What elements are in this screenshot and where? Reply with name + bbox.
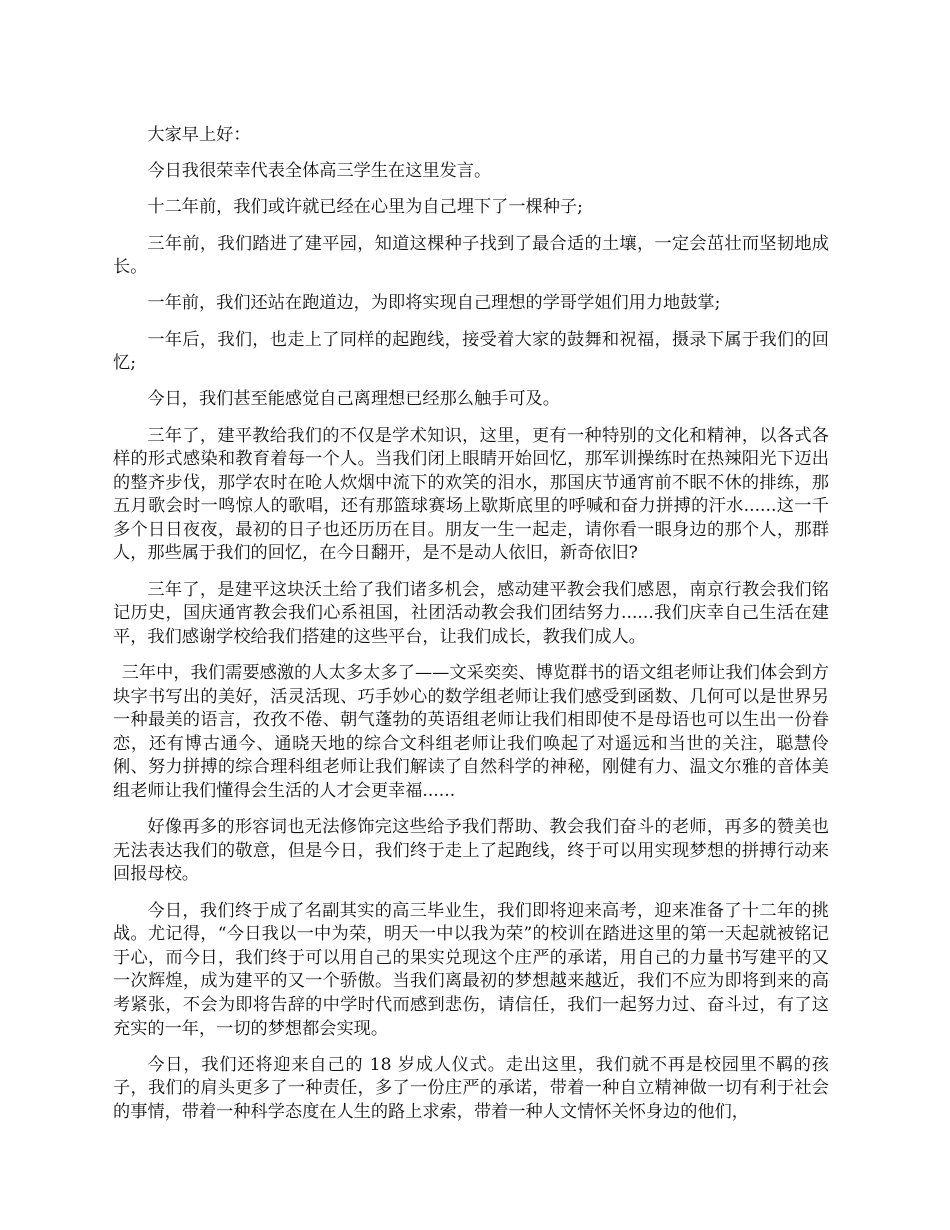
paragraph-teachers-gratitude: 三年中，我们需要感激的人太多太多了——文采奕奕、博览群书的语文组老师让我们体会到方块字书写出的美好，活灵活现、巧手妙心的数学组老师让我们感受到函数、几何可以是世界另一种最美的语言，孜孜不倦、朝气蓬勃的英语组老师让我们相即使不是母语也可以生出一份眷恋，还有博古通今、通晓天地的综合文科组老师让我们唤起了对遥远和当世的关注，聪慧伶俐、努力拼搏的综合理科组老师让我们解读了自然科学的神秘，刚健有力、温文尔雅的音体美组老师让我们懂得会生活的人才会更幸福...... [113, 663, 829, 801]
paragraph-repay-school: 好像再多的形容词也无法修饰完这些给予我们帮助、教会我们奋斗的老师，再多的赞美也无法表达我们的敬意，但是今日，我们终于走上了起跑线，终于可以用实现梦想的拼搏行动来回报母校。 [113, 817, 829, 885]
paragraph-school-culture: 三年了，建平教给我们的不仅是学术知识，这里，更有一种特别的文化和精神，以各式各样的形式感染和教育着每一个人。当我们闭上眼睛开始回忆，那军训操练时在热辣阳光下迈出的整齐步伐，那学农时在呛人炊烟中流下的欢笑的泪水，那国庆节通宵前不眠不休的排练，那五月歌会时一鸣惊人的歌唱，还有那篮球赛场上歇斯底里的呼喊和奋力拼搏的汗水......这一千多个日日夜夜，最初的日子也还历历在目。朋友一生一起走，请你看一眼身边的那个人，那群人，那些属于我们的回忆，在今日翻开，是不是动人依旧，新奇依旧? [113, 425, 829, 564]
paragraph-three-years-ago: 三年前，我们踏进了建平园，知道这棵种子找到了最合适的土壤，一定会茁壮而坚韧地成长。 [113, 233, 829, 278]
greeting-paragraph: 大家早上好： [147, 125, 251, 145]
speech-body [113, 124, 829, 1137]
paragraph-graduates: 今日，我们终于成了名副其实的高三毕业生，我们即将迎来高考，迎来准备了十二年的挑战。尤记得，“今日我以一中为荣，明天一中以我为荣”的校训在踏进这里的第一天起就被铭记于心，而今日，我们终于可以用自己的果实兑现这个庄严的承诺，用自己的力量书写建平的又一次辉煌，成为建平的又一个骄傲。当我们离最初的梦想越来越近，我们不应为即将到来的高考紧张，不会为即将告辞的中学时代而感到悲伤，请信任，我们一起努力过、奋斗过，有了这充实的一年，一切的梦想都会实现。 [113, 900, 829, 1039]
paragraph-today-dreams: 今日，我们甚至能感觉自己离理想已经那么触手可及。 [147, 389, 560, 410]
paragraph-coming-of-age: 今日，我们还将迎来自己的 18 岁成人仪式。走出这里，我们就不再是校园里不羁的孩子，我们的肩头更多了一种责任，多了一份庄严的承诺，带着一种自立精神做一切有利于社会的事情，带着一种科学态度在人生的路上求索，带着一种人文情怀关怀身边的他们， [113, 1054, 829, 1122]
intro-paragraph: 今日我很荣幸代表全体高三学生在这里发言。 [147, 161, 492, 182]
paragraph-opportunities: 三年了，是建平这块沃土给了我们诸多机会，感动建平教会我们感恩，南京行教会我们铭记历史，国庆通宵教会我们心系祖国，社团活动教会我们团结努力......我们庆幸自己生活在建平，我们感谢学校给我们搭建的这些平台，让我们成长，教我们成人。 [113, 579, 829, 647]
paragraph-one-year-ago: 一年前，我们还站在跑道边，为即将实现自己理想的学哥学姐们用力地鼓掌; [147, 293, 721, 314]
paragraph-one-year-later: 一年后，我们，也走上了同样的起跑线，接受着大家的鼓舞和祝福，摄录下属于我们的回忆; [113, 329, 829, 374]
paragraph-twelve-years-ago: 十二年前，我们或许就已经在心里为自己埋下了一棵种子; [147, 197, 583, 218]
